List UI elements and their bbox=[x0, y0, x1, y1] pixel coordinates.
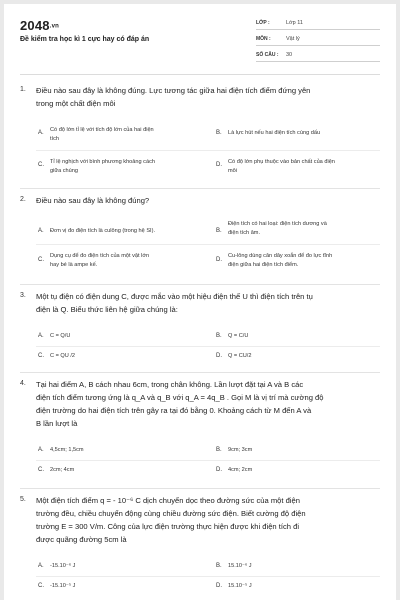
option-line: điện giữa hai điện tích điểm. bbox=[228, 262, 299, 268]
option-line: hay bé là ampe kế. bbox=[50, 262, 98, 268]
question-line: trong một chất điện môi bbox=[36, 99, 116, 108]
question-number: 2. bbox=[20, 196, 26, 203]
option-line: Có độ lớn phụ thuộc vào bản chất của điện bbox=[228, 159, 335, 165]
option-letter: C. bbox=[38, 467, 44, 473]
question-number: 1. bbox=[20, 86, 26, 93]
option-line: tích bbox=[50, 136, 60, 142]
question-line: Một tụ điện có điện dung C, được mắc vào một hiệu điện thế U thì điện tích trên tụ bbox=[36, 292, 313, 301]
question-text bbox=[36, 378, 380, 430]
question-line: điện là Q. Biểu thức liên hệ giữa chúng là: bbox=[36, 305, 178, 314]
option-line: 15.10⁻⁶ J bbox=[228, 563, 252, 569]
question-line: được quãng đường 5cm là bbox=[36, 535, 127, 544]
question-text bbox=[36, 84, 380, 110]
meta-key: SỐ CÂU : bbox=[256, 52, 279, 58]
question-line: Một điện tích điểm q = - 10⁻⁶ C dịch chuyển dọc theo đường sức của một điện bbox=[36, 496, 300, 505]
question-text bbox=[36, 194, 380, 207]
option-line: -15.10⁻⁵ J bbox=[50, 583, 76, 589]
question-divider bbox=[20, 284, 380, 285]
option-divider bbox=[36, 346, 380, 347]
option-line: C = QU /2 bbox=[50, 353, 76, 359]
option-letter: D. bbox=[216, 257, 222, 263]
question-divider bbox=[20, 488, 380, 489]
option-letter: A. bbox=[38, 447, 44, 453]
option-letter: B. bbox=[216, 563, 222, 569]
option-divider bbox=[36, 150, 380, 151]
option-line: Điện tích có hai loại: điện tích dương và bbox=[228, 221, 327, 227]
meta-row-count bbox=[256, 50, 380, 62]
option-letter: A. bbox=[38, 333, 44, 339]
question-text bbox=[36, 290, 380, 316]
option-line: Có độ lớn tỉ lệ với tích độ lớn của hai điện bbox=[50, 127, 154, 133]
option-letter: A. bbox=[38, 563, 44, 569]
site-logo[interactable] bbox=[20, 18, 59, 33]
option-letter: B. bbox=[216, 228, 222, 234]
meta-row-subject bbox=[256, 34, 380, 46]
option-letter: D. bbox=[216, 353, 222, 359]
question-number: 4. bbox=[20, 380, 26, 387]
question-line: B lần lượt là bbox=[36, 419, 78, 428]
question-line: trường E = 300 V/m. Công của lực điện trường thực hiện được khi điện tích đi bbox=[36, 522, 300, 531]
option-letter: D. bbox=[216, 162, 222, 168]
option-letter: D. bbox=[216, 583, 222, 589]
header bbox=[4, 4, 396, 74]
question-text bbox=[36, 494, 380, 546]
option-line: Là lực hút nếu hai điện tích cùng dấu bbox=[228, 130, 321, 136]
question-number: 3. bbox=[20, 292, 26, 299]
meta-key: LỚP : bbox=[256, 20, 270, 26]
question-line: Điều nào sau đây là không đúng? bbox=[36, 196, 150, 205]
question-divider bbox=[20, 188, 380, 189]
question-line: trường đều, chiều chuyển động cùng chiều đường sức điện. Biết cường độ điện bbox=[36, 509, 306, 518]
question-1 bbox=[20, 86, 382, 186]
question-line: Tại hai điểm A, B cách nhau 6cm, trong chân không. Lần lượt đặt tại A và B các bbox=[36, 380, 304, 389]
meta-value: Vật lý bbox=[286, 36, 300, 42]
question-divider bbox=[20, 372, 380, 373]
document-title: Đề kiểm tra học kì 1 cực hay có đáp án bbox=[20, 36, 150, 43]
option-line: Cu-lông dùng cân dây xoắn để đo lực tĩnh bbox=[228, 253, 333, 259]
option-line: Q = CU/2 bbox=[228, 353, 252, 359]
question-line: điện trường do hai điện tích trên gây ra tại đó bằng 0. Khoảng cách từ M đến A và bbox=[36, 406, 312, 415]
header-divider bbox=[20, 74, 380, 75]
option-divider bbox=[36, 244, 380, 245]
question-number: 5. bbox=[20, 496, 26, 503]
option-letter: B. bbox=[216, 130, 222, 136]
question-line: Điều nào sau đây là không đúng. Lực tương tác giữa hai điện tích điểm đứng yên bbox=[36, 86, 311, 95]
option-line: 4,5cm; 1,5cm bbox=[50, 447, 84, 453]
question-5 bbox=[20, 496, 382, 600]
question-4 bbox=[20, 380, 382, 486]
option-line: môi bbox=[228, 168, 238, 174]
option-divider bbox=[36, 576, 380, 577]
option-letter: A. bbox=[38, 228, 44, 234]
option-line: 15.10⁻⁵ J bbox=[228, 583, 252, 589]
option-letter: B. bbox=[216, 333, 222, 339]
meta-value: 30 bbox=[286, 52, 293, 58]
meta-row-class bbox=[256, 18, 380, 30]
option-letter: C. bbox=[38, 353, 44, 359]
option-line: Đơn vị đo điện tích là culông (trong hệ SI). bbox=[50, 228, 156, 234]
option-letter: C. bbox=[38, 162, 44, 168]
option-line: C = Q/U bbox=[50, 333, 71, 339]
option-divider bbox=[36, 460, 380, 461]
question-line: điện tích điểm tương ứng là q_A và q_B với q_A = 4q_B . Gọi M là vị trí mà cường độ bbox=[36, 393, 324, 402]
logo-text: 2048 bbox=[20, 18, 50, 33]
option-line: 9cm; 3cm bbox=[228, 447, 253, 453]
logo-suffix: .vn bbox=[49, 23, 60, 30]
option-letter: C. bbox=[38, 257, 44, 263]
meta-key: MÔN : bbox=[256, 36, 271, 42]
option-line: -15.10⁻⁶ J bbox=[50, 563, 76, 569]
option-letter: C. bbox=[38, 583, 44, 589]
option-line: 2cm; 4cm bbox=[50, 467, 75, 473]
option-line: giữa chúng bbox=[50, 168, 79, 174]
option-letter: D. bbox=[216, 467, 222, 473]
question-2 bbox=[20, 196, 382, 282]
meta-value: Lớp 11 bbox=[286, 20, 303, 26]
option-letter: A. bbox=[38, 130, 44, 136]
option-line: Q = C/U bbox=[228, 333, 249, 339]
option-letter: B. bbox=[216, 447, 222, 453]
option-line: Tỉ lệ nghịch với bình phương khoảng cách bbox=[50, 159, 155, 165]
option-line: 4cm; 2cm bbox=[228, 467, 253, 473]
option-line: Dụng cụ để đo điện tích của một vật lớn bbox=[50, 253, 150, 259]
option-line: điện tích âm. bbox=[228, 230, 261, 236]
question-3 bbox=[20, 292, 382, 368]
exam-sheet bbox=[4, 4, 396, 600]
